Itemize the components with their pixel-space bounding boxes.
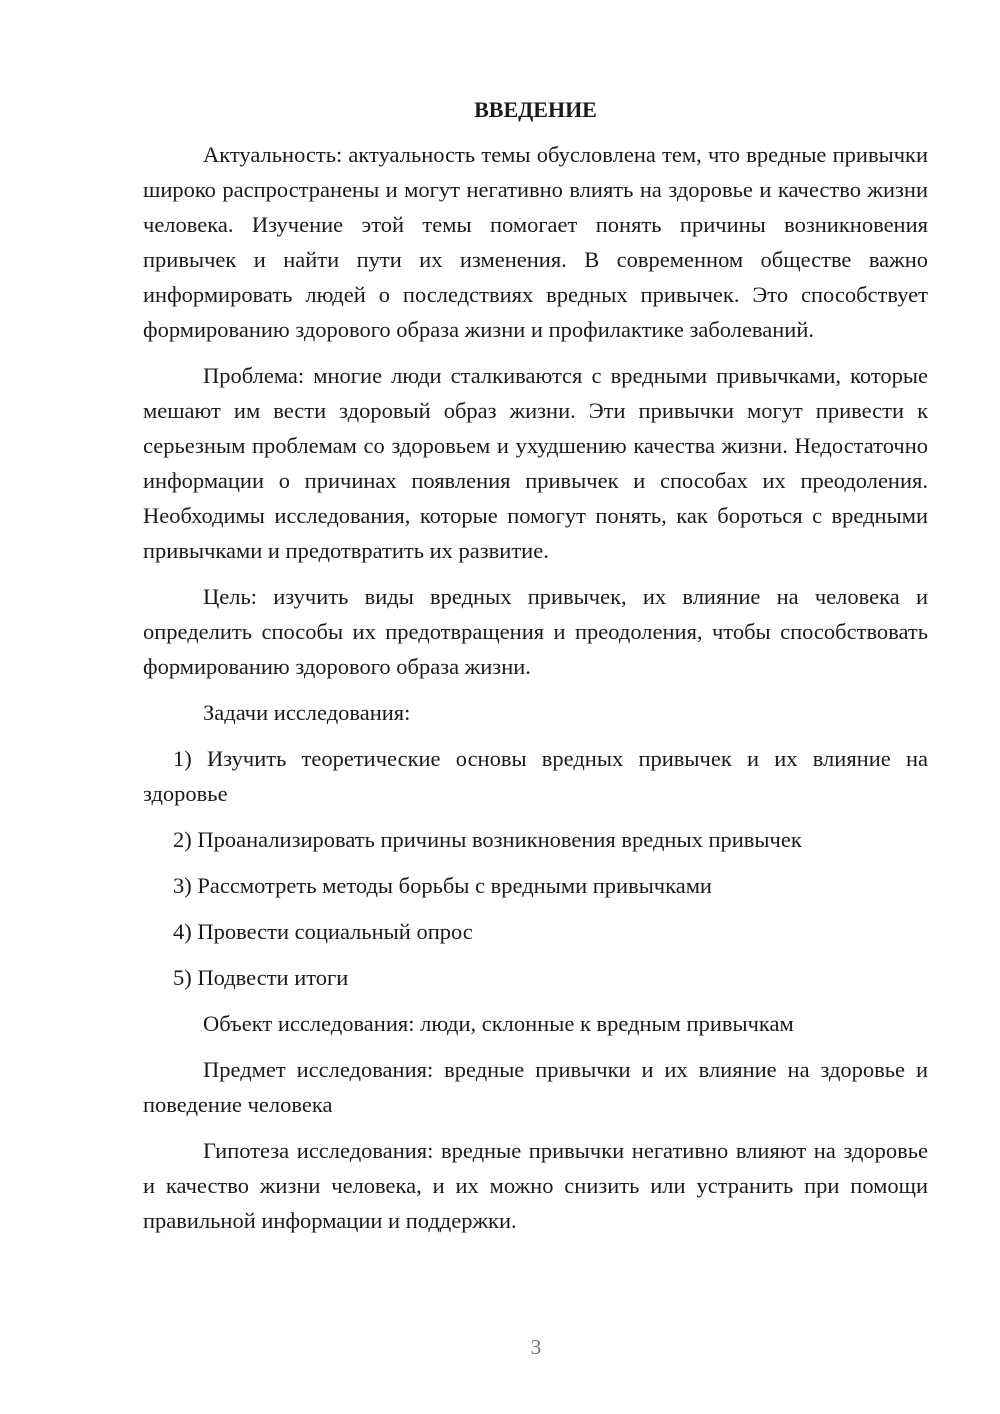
paragraph-relevance: Актуальность: актуальность темы обусловлена тем, что вредные привычки широко распространены и могут негативно влиять на здоровье и качество жизни человека. Изучение этой темы помогает понять причины возникновения привычек и найти пути их изменения. В современном обществе важно информировать людей о последствиях вредных привычек. Это способствует формированию здорового образа жизни и профилактике заболеваний. (143, 142, 928, 342)
task-item-3: 3) Рассмотреть методы борьбы с вредными привычками (173, 873, 712, 898)
paragraph-hypothesis: Гипотеза исследования: вредные привычки негативно влияют на здоровье и качество жизни человека, и их можно снизить или устранить при помощи правильной информации и поддержки. (143, 1138, 928, 1233)
task-item-1: 1) Изучить теоретические основы вредных привычек и их влияние на здоровье (143, 746, 928, 806)
paragraph-problem: Проблема: многие люди сталкиваются с вредными привычками, которые мешают им вести здоровый образ жизни. Эти привычки могут привести к серьезным проблемам со здоровьем и ухудшению качества жизни. Недостаточно информации о причинах появления привычек и способах их преодоления. Необходимы исследования, которые помогут понять, как бороться с вредными привычками и предотвратить их развитие. (143, 363, 928, 563)
task-item-4: 4) Провести социальный опрос (173, 919, 473, 944)
paragraph-object: Объект исследования: люди, склонные к вредным привычкам (203, 1011, 794, 1036)
tasks-heading: Задачи исследования: (203, 700, 411, 725)
document-page (143, 95, 928, 1238)
paragraph-subject: Предмет исследования: вредные привычки и их влияние на здоровье и поведение человека (143, 1057, 928, 1117)
task-item-2: 2) Проанализировать причины возникновения вредных привычек (173, 827, 802, 852)
task-item-5: 5) Подвести итоги (173, 965, 349, 990)
page-number: 3 (530, 1335, 542, 1359)
page-title: ВВЕДЕНИЕ (474, 97, 597, 122)
paragraph-goal: Цель: изучить виды вредных привычек, их влияние на человека и определить способы их предотвращения и преодоления, чтобы способствовать формированию здорового образа жизни. (143, 584, 928, 679)
